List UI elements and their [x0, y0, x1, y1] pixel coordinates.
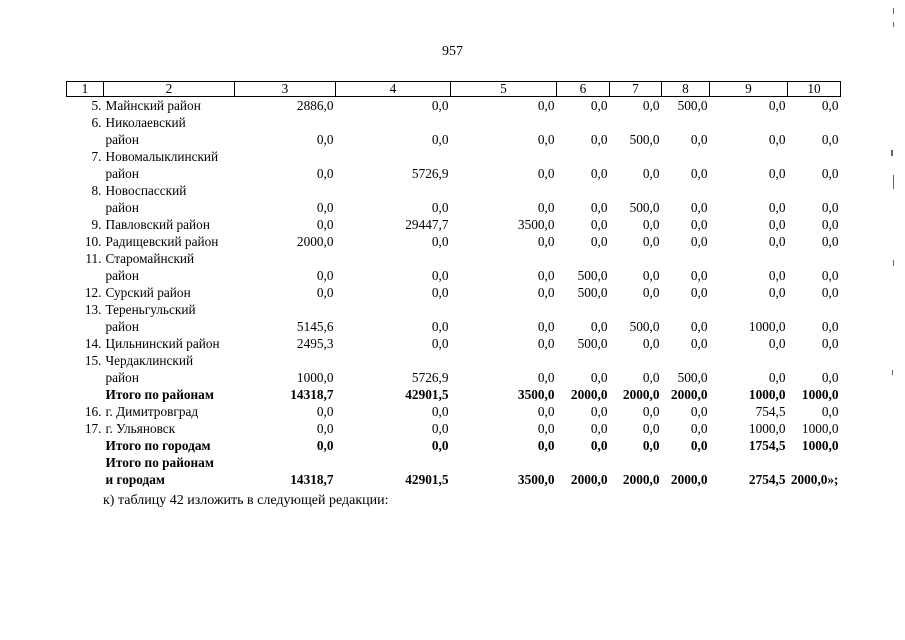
value-cell: 0,0 — [431, 421, 449, 436]
value-cell: 1000,0 — [801, 387, 839, 402]
value-cell: 2000,0 — [622, 472, 660, 487]
value-cell: 29447,7 — [405, 217, 449, 232]
table-row — [67, 318, 841, 335]
table-row — [67, 454, 841, 471]
value-cell: 0,0 — [768, 336, 786, 351]
value-cell — [662, 182, 710, 199]
value-cell: 0,0 — [642, 217, 660, 232]
value-cell: 14318,7 — [290, 387, 334, 402]
value-cell: 3500,0 — [517, 217, 555, 232]
value-cell: 0,0 — [431, 268, 449, 283]
value-cell: 0,0 — [821, 166, 839, 181]
value-cell — [610, 114, 662, 131]
value-cell: 0,0 — [537, 285, 555, 300]
value-cell: 2000,0 — [296, 234, 334, 249]
value-cell: 0,0 — [590, 166, 608, 181]
header-row — [67, 82, 841, 97]
value-cell: 0,0 — [590, 98, 608, 113]
value-cell: 0,0 — [642, 336, 660, 351]
table-row — [67, 267, 841, 284]
value-cell: 0,0 — [537, 200, 555, 215]
value-cell: 0,0 — [431, 132, 449, 147]
value-cell: 0,0 — [690, 132, 708, 147]
row-number: 12. — [84, 285, 102, 300]
value-cell — [235, 250, 336, 267]
value-cell: 0,0 — [590, 217, 608, 232]
value-cell: 5726,9 — [411, 166, 449, 181]
value-cell — [557, 114, 610, 131]
value-cell — [336, 301, 451, 318]
value-cell: 0,0 — [431, 234, 449, 249]
table-row — [67, 437, 841, 454]
value-cell — [451, 250, 557, 267]
row-number — [67, 318, 104, 335]
table-row — [67, 199, 841, 216]
row-number: 7. — [91, 149, 102, 164]
value-cell — [610, 454, 662, 471]
value-cell: 0,0 — [590, 319, 608, 334]
row-name: Чердаклинский — [105, 353, 194, 368]
row-name: район — [105, 200, 139, 215]
value-cell: 0,0 — [316, 132, 334, 147]
value-cell: 2000,0 — [670, 387, 708, 402]
value-cell: 0,0 — [690, 268, 708, 283]
value-cell: 0,0 — [431, 404, 449, 419]
value-cell: 42901,5 — [405, 387, 449, 402]
row-name: Радищевский район — [105, 234, 219, 249]
value-cell: 2000,0 — [622, 387, 660, 402]
table-row — [67, 233, 841, 250]
row-number — [67, 369, 104, 386]
row-name: район — [105, 166, 139, 181]
table-row — [67, 182, 841, 199]
value-cell: 754,5 — [755, 404, 786, 419]
value-cell — [557, 148, 610, 165]
value-cell — [788, 182, 841, 199]
scan-margin-mark — [891, 150, 893, 156]
value-cell — [336, 352, 451, 369]
value-cell: 0,0 — [768, 285, 786, 300]
row-number — [67, 386, 104, 403]
value-cell: 0,0 — [690, 200, 708, 215]
value-cell: 0,0 — [642, 268, 660, 283]
value-cell: 14318,7 — [290, 472, 334, 487]
row-name: Николаевский — [105, 115, 186, 130]
value-cell: 0,0 — [821, 217, 839, 232]
value-cell: 0,0 — [431, 319, 449, 334]
value-cell: 0,0 — [642, 166, 660, 181]
row-name: и городам — [105, 472, 165, 487]
row-name: Новоспасский — [105, 183, 187, 198]
value-cell: 1000,0 — [801, 421, 839, 436]
value-cell: 0,0 — [768, 234, 786, 249]
value-cell — [710, 250, 788, 267]
value-cell: 0,0 — [431, 98, 449, 113]
value-cell — [710, 114, 788, 131]
row-number: 16. — [84, 404, 102, 419]
value-cell — [235, 114, 336, 131]
value-cell — [788, 454, 841, 471]
value-cell: 500,0 — [629, 319, 660, 334]
row-name: район — [105, 268, 139, 283]
value-cell: 0,0 — [431, 200, 449, 215]
row-number: 11. — [85, 251, 102, 266]
header-cell: 1 — [67, 82, 104, 97]
table-row — [67, 420, 841, 437]
value-cell: 1000,0 — [296, 370, 334, 385]
table-row — [67, 97, 841, 115]
value-cell: 0,0 — [590, 438, 608, 453]
value-cell: 0,0 — [690, 404, 708, 419]
value-cell: 0,0 — [316, 404, 334, 419]
value-cell: 500,0 — [629, 200, 660, 215]
value-cell: 0,0 — [590, 132, 608, 147]
value-cell: 42901,5 — [405, 472, 449, 487]
value-cell — [557, 301, 610, 318]
value-cell: 500,0 — [677, 98, 708, 113]
value-cell: 0,0 — [537, 421, 555, 436]
value-cell: 0,0 — [821, 285, 839, 300]
scan-margin-mark — [892, 370, 893, 375]
row-name: район — [105, 370, 139, 385]
value-cell: 2000,0 — [570, 387, 608, 402]
row-number — [67, 199, 104, 216]
row-name: г. Димитровград — [105, 404, 199, 419]
header-cell: 5 — [451, 82, 557, 97]
value-cell — [610, 352, 662, 369]
value-cell — [662, 148, 710, 165]
value-cell: 0,0 — [537, 98, 555, 113]
table-body — [67, 82, 841, 489]
value-cell: 0,0 — [768, 166, 786, 181]
scan-margin-mark — [893, 175, 894, 189]
value-cell: 0,0 — [590, 404, 608, 419]
value-cell: 0,0 — [316, 285, 334, 300]
value-cell: 0,0 — [768, 132, 786, 147]
value-cell — [788, 250, 841, 267]
value-cell: 0,0 — [537, 234, 555, 249]
value-cell: 0,0 — [537, 438, 555, 453]
value-cell: 0,0 — [537, 319, 555, 334]
value-cell — [235, 352, 336, 369]
value-cell — [557, 352, 610, 369]
value-cell: 0,0 — [690, 285, 708, 300]
value-cell: 0,0 — [690, 319, 708, 334]
row-name: Сурский район — [105, 285, 191, 300]
value-cell: 3500,0 — [517, 387, 555, 402]
value-cell: 2000,0»; — [790, 472, 839, 487]
value-cell: 0,0 — [821, 98, 839, 113]
value-cell — [557, 454, 610, 471]
value-cell: 0,0 — [821, 370, 839, 385]
row-number — [67, 437, 104, 454]
scan-margin-mark — [893, 22, 894, 27]
row-number — [67, 267, 104, 284]
row-name: Итого по городам — [105, 438, 211, 453]
value-cell — [662, 352, 710, 369]
value-cell: 0,0 — [537, 370, 555, 385]
value-cell: 0,0 — [590, 370, 608, 385]
value-cell: 3500,0 — [517, 472, 555, 487]
value-cell: 0,0 — [821, 234, 839, 249]
value-cell: 0,0 — [537, 336, 555, 351]
value-cell: 500,0 — [577, 336, 608, 351]
value-cell — [336, 250, 451, 267]
row-number: 8. — [91, 183, 102, 198]
value-cell — [451, 301, 557, 318]
header-cell: 9 — [710, 82, 788, 97]
row-name: Итого по районам — [105, 455, 214, 470]
value-cell: 2495,3 — [296, 336, 334, 351]
value-cell: 0,0 — [690, 336, 708, 351]
value-cell: 0,0 — [821, 200, 839, 215]
value-cell — [710, 352, 788, 369]
value-cell — [336, 114, 451, 131]
value-cell — [557, 250, 610, 267]
value-cell: 0,0 — [316, 217, 334, 232]
table-row — [67, 335, 841, 352]
value-cell: 0,0 — [768, 370, 786, 385]
row-name: Тереньгульский — [105, 302, 196, 317]
value-cell — [235, 148, 336, 165]
row-name: Павловский район — [105, 217, 210, 232]
value-cell: 500,0 — [677, 370, 708, 385]
value-cell: 0,0 — [316, 268, 334, 283]
value-cell: 0,0 — [690, 234, 708, 249]
value-cell: 0,0 — [316, 421, 334, 436]
row-number: 6. — [91, 115, 102, 130]
value-cell — [662, 114, 710, 131]
value-cell: 0,0 — [821, 319, 839, 334]
value-cell: 0,0 — [537, 404, 555, 419]
value-cell: 0,0 — [537, 166, 555, 181]
value-cell: 0,0 — [768, 268, 786, 283]
row-number: 10. — [84, 234, 102, 249]
row-name: Итого по районам — [105, 387, 214, 402]
value-cell — [710, 454, 788, 471]
row-name: г. Ульяновск — [105, 421, 176, 436]
value-cell: 0,0 — [316, 200, 334, 215]
row-number: 9. — [91, 217, 102, 232]
value-cell — [557, 182, 610, 199]
row-number: 13. — [84, 302, 102, 317]
value-cell — [710, 182, 788, 199]
row-name: Новомалыклинский — [105, 149, 219, 164]
header-cell: 8 — [662, 82, 710, 97]
table-row — [67, 386, 841, 403]
row-name: район — [105, 132, 139, 147]
value-cell: 0,0 — [642, 234, 660, 249]
amendment-text: к) таблицу 42 изложить в следующей редакции: — [103, 493, 389, 508]
header-cell: 10 — [788, 82, 841, 97]
value-cell: 1754,5 — [748, 438, 786, 453]
value-cell — [451, 182, 557, 199]
table-row — [67, 284, 841, 301]
value-cell — [336, 454, 451, 471]
value-cell — [662, 250, 710, 267]
table-row — [67, 301, 841, 318]
row-number: 5. — [91, 98, 102, 113]
value-cell — [451, 352, 557, 369]
table-row — [67, 369, 841, 386]
value-cell: 0,0 — [642, 438, 660, 453]
value-cell — [451, 114, 557, 131]
header-cell: 2 — [104, 82, 235, 97]
value-cell: 0,0 — [690, 421, 708, 436]
value-cell — [336, 148, 451, 165]
value-cell: 0,0 — [642, 370, 660, 385]
row-name: Майнский район — [105, 98, 201, 113]
header-cell: 7 — [610, 82, 662, 97]
value-cell: 5726,9 — [411, 370, 449, 385]
budget-table — [66, 81, 841, 488]
value-cell — [788, 352, 841, 369]
value-cell — [610, 148, 662, 165]
value-cell — [788, 114, 841, 131]
value-cell: 500,0 — [577, 285, 608, 300]
row-number: 14. — [84, 336, 102, 351]
value-cell: 0,0 — [316, 166, 334, 181]
value-cell — [610, 182, 662, 199]
value-cell: 0,0 — [431, 438, 449, 453]
table-row — [67, 131, 841, 148]
value-cell — [710, 301, 788, 318]
row-number — [67, 454, 104, 471]
value-cell — [235, 182, 336, 199]
row-number: 17. — [84, 421, 102, 436]
table-row — [67, 216, 841, 233]
value-cell: 1000,0 — [748, 421, 786, 436]
value-cell — [662, 454, 710, 471]
value-cell: 0,0 — [537, 268, 555, 283]
table-row — [67, 352, 841, 369]
value-cell — [235, 454, 336, 471]
value-cell: 0,0 — [642, 404, 660, 419]
row-name: Цильнинский район — [105, 336, 220, 351]
value-cell — [336, 182, 451, 199]
value-cell: 0,0 — [821, 336, 839, 351]
page-number: 957 — [442, 44, 463, 59]
value-cell: 2754,5 — [748, 472, 786, 487]
value-cell: 0,0 — [431, 285, 449, 300]
value-cell: 2886,0 — [296, 98, 334, 113]
value-cell: 1000,0 — [801, 438, 839, 453]
table-row — [67, 114, 841, 131]
value-cell — [710, 148, 788, 165]
table-row — [67, 148, 841, 165]
value-cell — [610, 301, 662, 318]
row-number — [67, 131, 104, 148]
value-cell — [610, 250, 662, 267]
value-cell: 0,0 — [590, 200, 608, 215]
table-row — [67, 250, 841, 267]
value-cell — [235, 301, 336, 318]
table-row — [67, 471, 841, 488]
value-cell: 0,0 — [690, 438, 708, 453]
table-row — [67, 403, 841, 420]
value-cell: 2000,0 — [570, 472, 608, 487]
value-cell: 0,0 — [590, 421, 608, 436]
value-cell: 500,0 — [577, 268, 608, 283]
value-cell: 0,0 — [690, 217, 708, 232]
row-number: 15. — [84, 353, 102, 368]
scan-margin-mark — [893, 8, 894, 14]
value-cell: 0,0 — [642, 98, 660, 113]
value-cell: 0,0 — [768, 217, 786, 232]
value-cell — [788, 301, 841, 318]
scan-margin-mark — [893, 260, 894, 266]
value-cell: 0,0 — [768, 98, 786, 113]
value-cell — [788, 148, 841, 165]
value-cell — [662, 301, 710, 318]
row-number — [67, 165, 104, 182]
value-cell: 0,0 — [642, 285, 660, 300]
value-cell: 0,0 — [642, 421, 660, 436]
value-cell: 0,0 — [431, 336, 449, 351]
value-cell: 0,0 — [821, 404, 839, 419]
value-cell: 0,0 — [821, 132, 839, 147]
value-cell: 0,0 — [690, 166, 708, 181]
value-cell: 2000,0 — [670, 472, 708, 487]
value-cell: 1000,0 — [748, 319, 786, 334]
value-cell: 0,0 — [537, 132, 555, 147]
header-cell: 6 — [557, 82, 610, 97]
value-cell: 0,0 — [821, 268, 839, 283]
row-name: район — [105, 319, 139, 334]
value-cell — [451, 148, 557, 165]
header-cell: 4 — [336, 82, 451, 97]
value-cell: 1000,0 — [748, 387, 786, 402]
row-number — [67, 471, 104, 488]
value-cell: 500,0 — [629, 132, 660, 147]
value-cell: 5145,6 — [296, 319, 334, 334]
table-row — [67, 165, 841, 182]
header-cell: 3 — [235, 82, 336, 97]
value-cell — [451, 454, 557, 471]
value-cell: 0,0 — [316, 438, 334, 453]
value-cell: 0,0 — [768, 200, 786, 215]
value-cell: 0,0 — [590, 234, 608, 249]
row-name: Старомайнский — [105, 251, 195, 266]
